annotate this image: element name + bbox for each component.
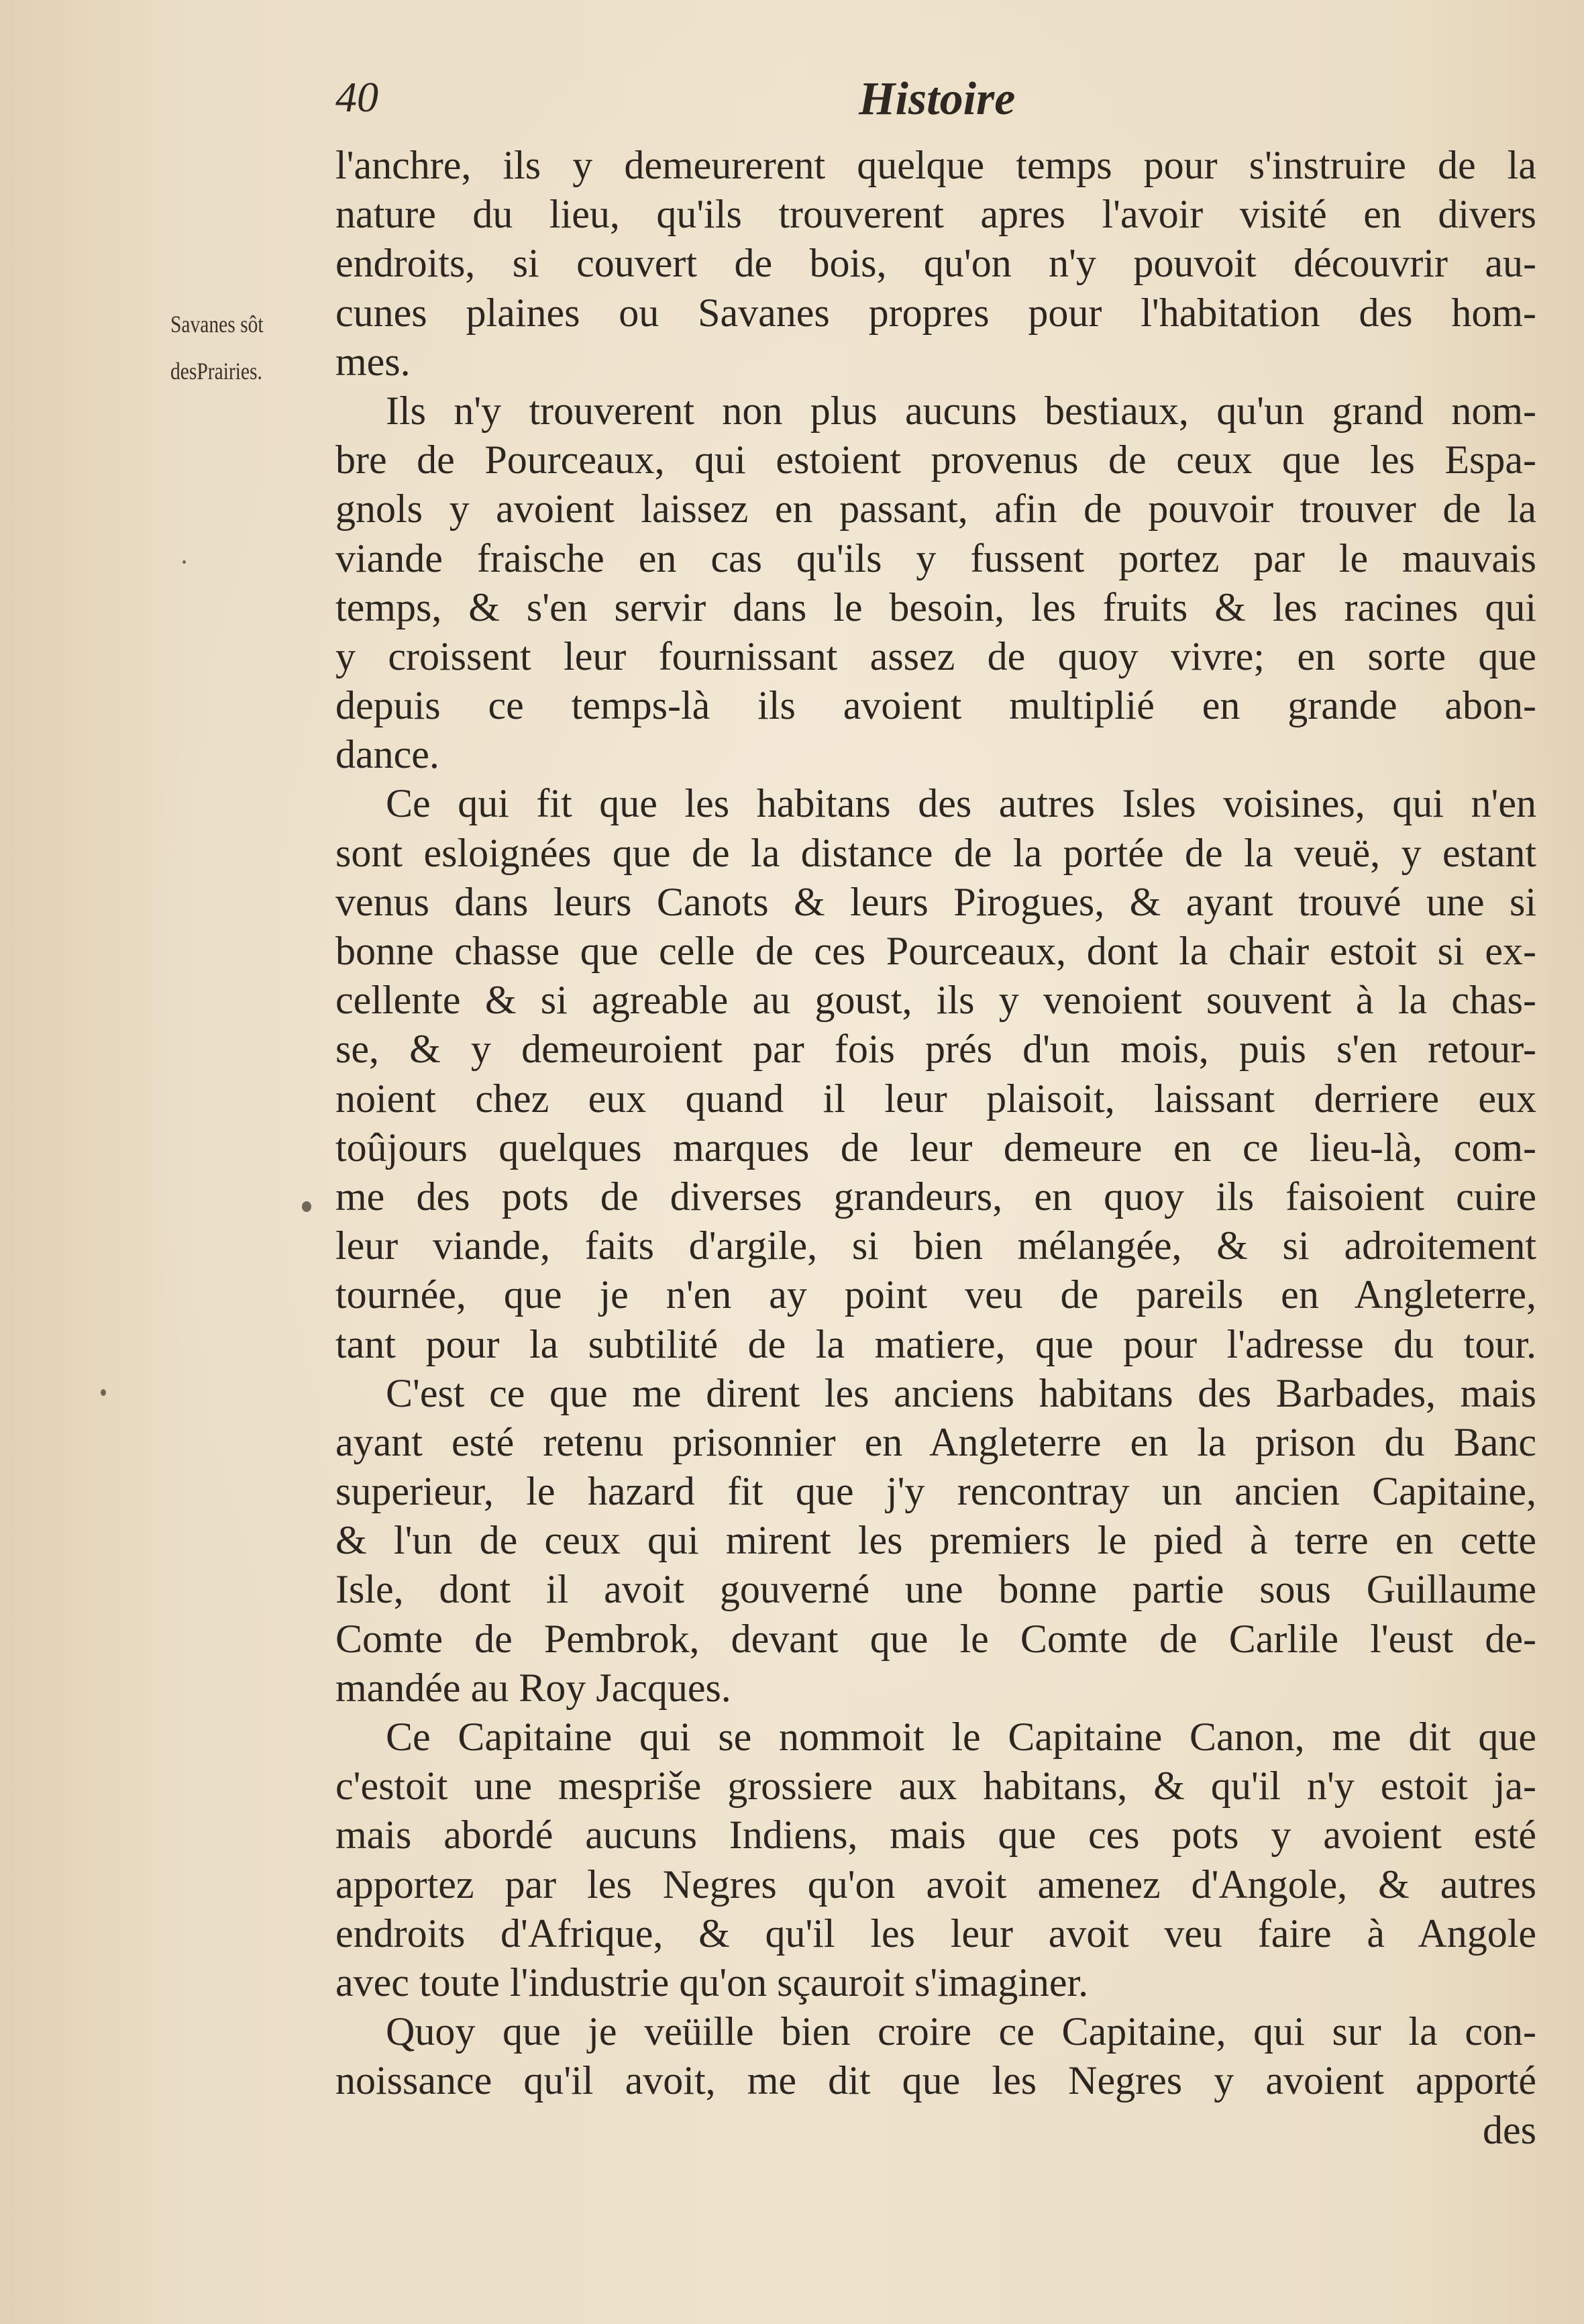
- text-line: cellente & si agreable au goust, ils y venoient souvent à la chas-: [335, 978, 1536, 1023]
- text-line: leur viande, faits d'argile, si bien mélangée, & si adroitement: [335, 1223, 1536, 1268]
- margin-note-line: desPrairies.: [170, 358, 262, 385]
- body-text: [335, 141, 1536, 2155]
- text-line: noissance qu'il avoit, me dit que les Negres y avoient apporté: [335, 2058, 1536, 2103]
- text-line: endroits d'Afrique, & qu'il les leur avoit veu faire à Angole: [335, 1911, 1536, 1956]
- text-line: c'estoit une mespriše grossiere aux habitans, & qu'il n'y estoit ja-: [335, 1764, 1536, 1809]
- ink-speck: [182, 560, 186, 564]
- text-line: viande fraische en cas qu'ils y fussent portez par le mauvais: [335, 536, 1536, 580]
- paragraph-start: Ce Capitaine qui se nommoit le Capitaine Canon, me dit que: [386, 1715, 1536, 1759]
- running-title: Histoire: [859, 73, 1016, 125]
- text-line: gnols y avoient laissez en passant, afin de pouvoir trouver de la: [335, 487, 1536, 532]
- text-line: & l'un de ceux qui mirent les premiers le pied à terre en cette: [335, 1518, 1536, 1563]
- paragraph-start: Quoy que je veüille bien croire ce Capitaine, qui sur la con-: [386, 2009, 1536, 2054]
- text-line: avec toute l'industrie qu'on sçauroit s'imaginer.: [335, 1960, 1089, 2005]
- margin-note: [170, 301, 308, 395]
- text-line: cunes plaines ou Savanes propres pour l'habitation des hom-: [335, 290, 1536, 335]
- paragraph-start: C'est ce que me dirent les anciens habitans des Barbades, mais: [386, 1370, 1536, 1415]
- text-line: depuis ce temps-là ils avoient multiplié en grande abon-: [335, 683, 1536, 728]
- text-line: l'anchre, ils y demeurerent quelque temps pour s'instruire de la: [335, 143, 1536, 187]
- text-line: tournée, que je n'en ay point veu de pareils en Angleterre,: [335, 1272, 1536, 1317]
- text-line: temps, & s'en servir dans le besoin, les fruits & les racines qui: [335, 585, 1536, 629]
- running-head: [335, 72, 1536, 133]
- text-line: mes.: [335, 339, 411, 384]
- paragraph-start: Ils n'y trouverent non plus aucuns bestiaux, qu'un grand nom-: [386, 388, 1536, 433]
- text-line: se, & y demeuroient par fois prés d'un mois, puis s'en retour-: [335, 1027, 1536, 1072]
- text-line: dance.: [335, 732, 439, 777]
- text-line: tant pour la subtilité de la matiere, que pour l'adresse du tour.: [335, 1321, 1536, 1366]
- text-line: toûjours quelques marques de leur demeure en ce lieu-là, com-: [335, 1125, 1536, 1170]
- page-number: 40: [335, 73, 378, 121]
- text-line: y croissent leur fournissant assez de quoy vivre; en sorte que: [335, 634, 1536, 678]
- text-line: bre de Pourceaux, qui estoient provenus de ceux que les Espa-: [335, 438, 1536, 483]
- text-line: Isle, dont il avoit gouverné une bonne partie sous Guillaume: [335, 1567, 1536, 1612]
- text-line: nature du lieu, qu'ils trouverent apres l'avoir visité en divers: [335, 192, 1536, 237]
- text-line: bonne chasse que celle de ces Pourceaux, dont la chair estoit si ex-: [335, 929, 1536, 973]
- text-line: noient chez eux quand il leur plaisoit, laissant derriere eux: [335, 1076, 1536, 1121]
- margin-note-line: Savanes sôt: [170, 311, 264, 338]
- text-line: endroits, si couvert de bois, qu'on n'y pouvoit découvrir au-: [335, 241, 1536, 286]
- text-line: superieur, le hazard fit que j'y rencontray un ancien Capitaine,: [335, 1469, 1536, 1514]
- text-line: venus dans leurs Canots & leurs Pirogues, & ayant trouvé une si: [335, 879, 1536, 924]
- text-line: me des pots de diverses grandeurs, en quoy ils faisoient cuire: [335, 1174, 1536, 1219]
- text-line: Comte de Pembrok, devant que le Comte de Carlile l'eust de-: [335, 1616, 1536, 1661]
- ink-speck: [101, 1389, 106, 1396]
- text-line: sont esloignées que de la distance de la portée de la veuë, y estant: [335, 830, 1536, 875]
- text-line: ayant esté retenu prisonnier en Angleterre en la prison du Banc: [335, 1419, 1536, 1464]
- paragraph-start: Ce qui fit que les habitans des autres Isles voisines, qui n'en: [386, 781, 1536, 826]
- text-line: mais abordé aucuns Indiens, mais que ces pots y avoient esté: [335, 1813, 1536, 1858]
- text-line: mandée au Roy Jacques.: [335, 1665, 731, 1710]
- text-line: apportez par les Negres qu'on avoit amenez d'Angole, & autres: [335, 1862, 1536, 1907]
- ink-speck: [302, 1201, 311, 1212]
- catchword: des: [1483, 2107, 1536, 2152]
